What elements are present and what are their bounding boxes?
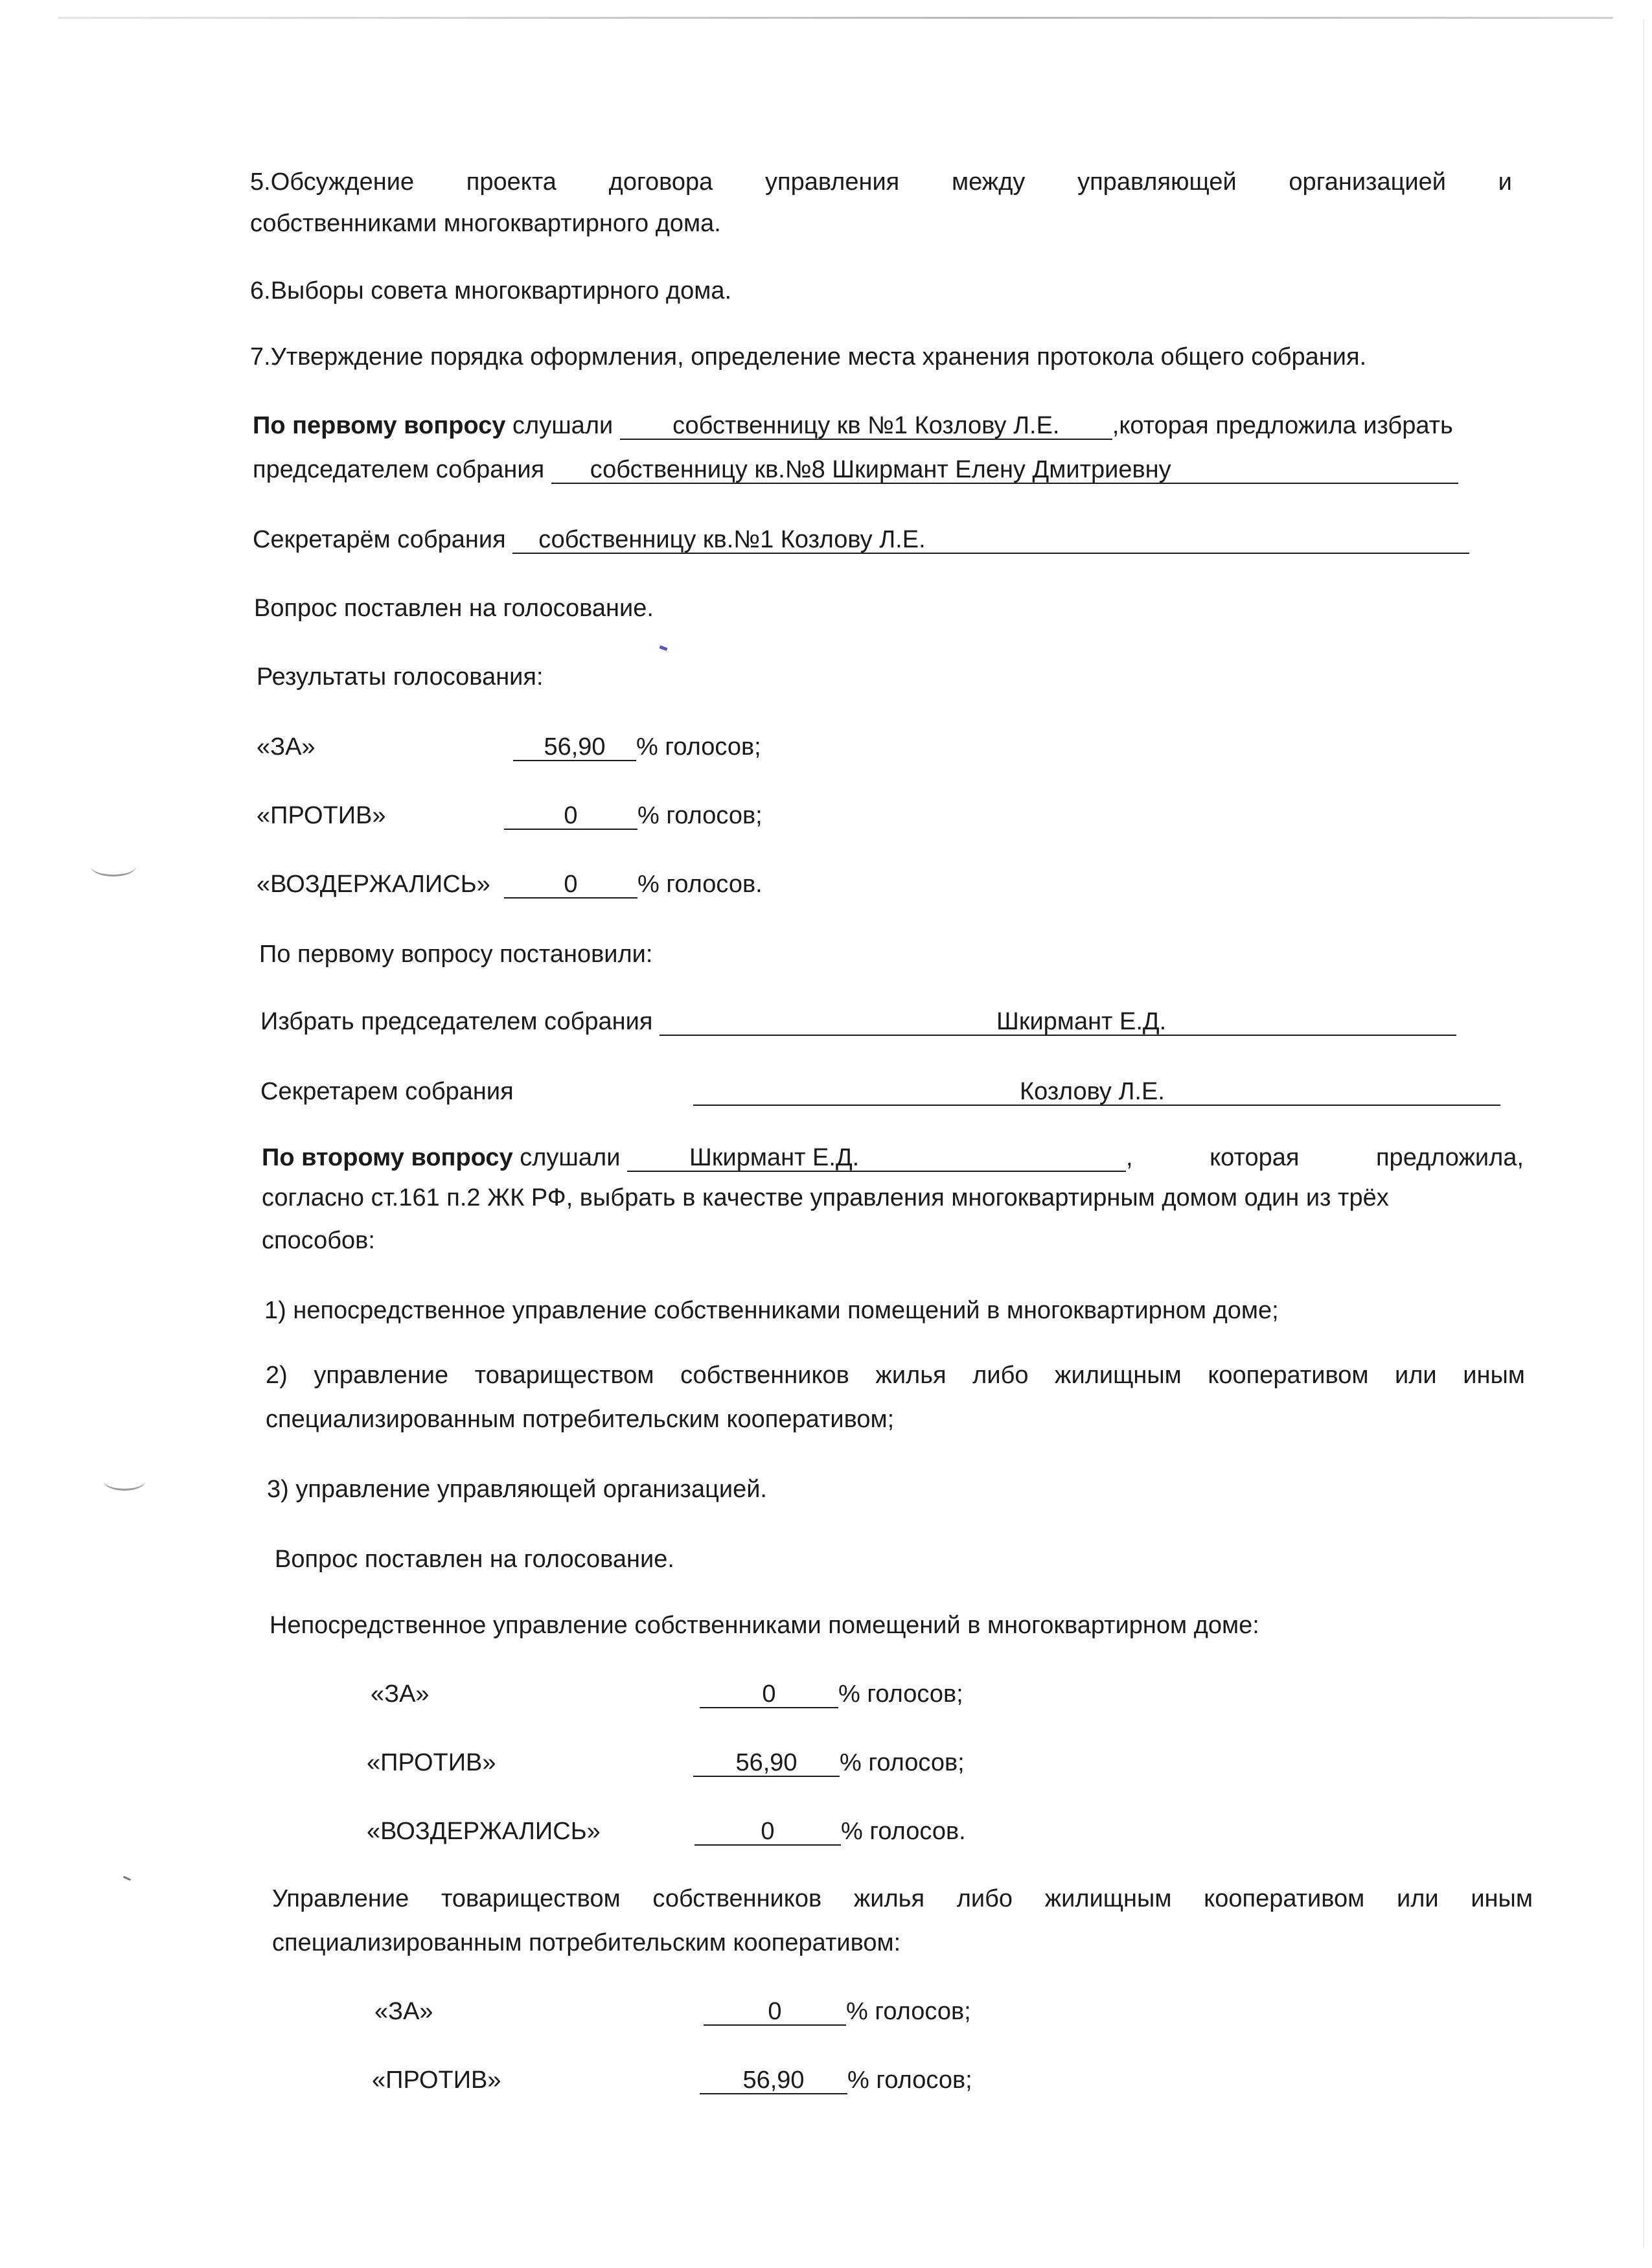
q1-chair-line xyxy=(253,455,1458,485)
ink-speck xyxy=(123,1876,131,1881)
word: или xyxy=(1396,1885,1439,1912)
elect-secretary-label: Секретарем собрания xyxy=(260,1078,514,1105)
q2-hoa-heading-cont: специализированным потребительским кооперативом: xyxy=(272,1929,901,1956)
q2-line3: способов: xyxy=(262,1227,375,1254)
word: управления xyxy=(765,168,900,196)
elect-chair-label: Избрать председателем собрания xyxy=(260,1008,660,1035)
vote-label: «ЗА» xyxy=(371,1680,430,1708)
q1-heading: По первому вопросу xyxy=(253,412,506,439)
word: жилищным xyxy=(1044,1885,1172,1912)
vote-unit: % голосов; xyxy=(846,1998,971,2025)
q1-vote-for xyxy=(257,732,1034,762)
q1-secretary-field: собственницу кв.№1 Козлову Л.Е. xyxy=(512,527,1469,554)
word: жилья xyxy=(853,1885,925,1912)
vote-label: «ПРОТИВ» xyxy=(372,2067,501,2094)
word: собственников xyxy=(652,1885,822,1912)
q1-results-label: Результаты голосования: xyxy=(257,663,544,691)
q2-option-1: 1) непосредственное управление собственниками помещений в многоквартирном доме; xyxy=(264,1297,1279,1324)
word: управляющей xyxy=(1077,168,1237,196)
q1-secretary-label: Секретарём собрания xyxy=(253,526,513,553)
word: 5.Обсуждение xyxy=(250,168,415,196)
scan-mark xyxy=(104,1472,145,1491)
word: кооперативом xyxy=(1208,1362,1369,1389)
q1-resolved: По первому вопросу постановили: xyxy=(259,941,653,968)
vote-value: 0 xyxy=(504,803,637,830)
vote-label: «ПРОТИВ» xyxy=(257,802,386,829)
word: Управление xyxy=(272,1885,409,1912)
vote-value: 0 xyxy=(504,871,637,899)
word: и xyxy=(1498,168,1512,196)
q1-chair-field: собственницу кв.№8 Шкирмант Елену Дмитриевну xyxy=(551,457,1458,484)
word: либо xyxy=(956,1885,1013,1912)
vote-label: «ВОЗДЕРЖАЛИСЬ» xyxy=(257,871,490,898)
vote-value: 56,90 xyxy=(700,2067,847,2094)
word: либо xyxy=(972,1362,1029,1389)
word: между xyxy=(951,168,1026,196)
vote-unit: % голосов; xyxy=(636,733,761,761)
word: собственников xyxy=(680,1362,849,1389)
q2-speaker-field: Шкирмант Е.Д. xyxy=(627,1145,1126,1172)
q1-secretary-line xyxy=(253,525,1469,555)
ink-speck xyxy=(660,645,668,651)
q1-chair-label: председателем собрания xyxy=(253,456,551,483)
word: которая xyxy=(1210,1144,1300,1171)
word: , xyxy=(1126,1144,1133,1171)
direct-vote-for xyxy=(371,1679,1148,1709)
q2-option-2 xyxy=(266,1360,1525,1390)
q2-hoa-heading xyxy=(272,1884,1533,1914)
word: иным xyxy=(1463,1362,1525,1389)
vote-unit: % голосов; xyxy=(847,2067,972,2094)
q2-direct-heading: Непосредственное управление собственниками помещений в многоквартирном доме: xyxy=(270,1612,1259,1639)
elect-secretary-field: Козлову Л.Е. xyxy=(693,1079,1500,1106)
hoa-vote-against xyxy=(372,2065,1149,2095)
vote-value: 0 xyxy=(694,1818,841,1846)
q2-option-3: 3) управление управляющей организацией. xyxy=(267,1476,767,1503)
agenda-item-5-cont: собственниками многоквартирного дома. xyxy=(250,210,721,237)
vote-value: 56,90 xyxy=(693,1750,840,1777)
vote-value: 0 xyxy=(704,1999,846,2026)
q2-line2: согласно ст.161 п.2 ЖК РФ, выбрать в качестве управления многоквартирным домом один из трёх xyxy=(262,1184,1389,1211)
vote-value: 56,90 xyxy=(513,734,636,761)
scan-edge xyxy=(1643,19,1644,2248)
word: товариществом xyxy=(474,1362,654,1389)
word: договора xyxy=(608,168,713,196)
q1-speaker-field: собственницу кв №1 Козлову Л.Е. xyxy=(620,413,1112,440)
vote-label: «ЗА» xyxy=(257,733,315,761)
vote-label: «ЗА» xyxy=(374,1998,433,2025)
agenda-item-5 xyxy=(250,167,1512,197)
q1-heard-line xyxy=(253,411,1453,441)
vote-unit: % голосов. xyxy=(841,1818,966,1845)
vote-unit: % голосов; xyxy=(840,1749,965,1776)
word: организацией xyxy=(1289,168,1446,196)
q1-proposed-text: ,которая предложила избрать xyxy=(1112,412,1453,439)
vote-unit: % голосов; xyxy=(838,1680,963,1708)
word: кооперативом xyxy=(1204,1885,1365,1912)
q1-vote-abstain xyxy=(257,869,1034,899)
word: жилищным xyxy=(1055,1362,1182,1389)
elect-chair-field: Шкирмант Е.Д. xyxy=(660,1009,1456,1036)
q2-vote-put: Вопрос поставлен на голосование. xyxy=(275,1546,674,1573)
vote-unit: % голосов. xyxy=(637,871,763,898)
scan-edge xyxy=(58,17,1613,19)
word: иным xyxy=(1471,1885,1533,1912)
agenda-item-7: 7.Утверждение порядка оформления, определение места хранения протокола общего собрания. xyxy=(250,343,1367,371)
q1-vote-against xyxy=(257,801,1034,830)
direct-vote-abstain xyxy=(367,1816,1144,1846)
q2-heading: По второму вопросу xyxy=(262,1144,513,1171)
q1-vote-put: Вопрос поставлен на голосование. xyxy=(254,595,654,622)
q1-heard-label: слушали xyxy=(505,412,620,439)
hoa-vote-for xyxy=(374,1997,1152,2026)
vote-value: 0 xyxy=(700,1681,838,1708)
word: жилья xyxy=(875,1362,946,1389)
word: проекта xyxy=(466,168,556,196)
scan-mark xyxy=(91,856,136,876)
vote-label: «ПРОТИВ» xyxy=(367,1749,496,1776)
word: 2) xyxy=(266,1362,288,1389)
agenda-item-6: 6.Выборы совета многоквартирного дома. xyxy=(250,277,732,304)
word: или xyxy=(1395,1362,1437,1389)
word: управление xyxy=(314,1362,449,1389)
q2-heard-line xyxy=(262,1143,1524,1173)
word: предложила, xyxy=(1375,1144,1524,1171)
q1-elect-secretary xyxy=(260,1077,1504,1106)
word: товариществом xyxy=(441,1885,621,1912)
vote-label: «ВОЗДЕРЖАЛИСЬ» xyxy=(367,1818,601,1845)
direct-vote-against xyxy=(367,1748,1144,1778)
q1-elect-chair xyxy=(260,1007,1456,1037)
vote-unit: % голосов; xyxy=(637,802,763,829)
q2-heard-label: слушали xyxy=(512,1144,628,1171)
q2-option-2-cont: специализированным потребительским кооперативом; xyxy=(266,1406,895,1433)
